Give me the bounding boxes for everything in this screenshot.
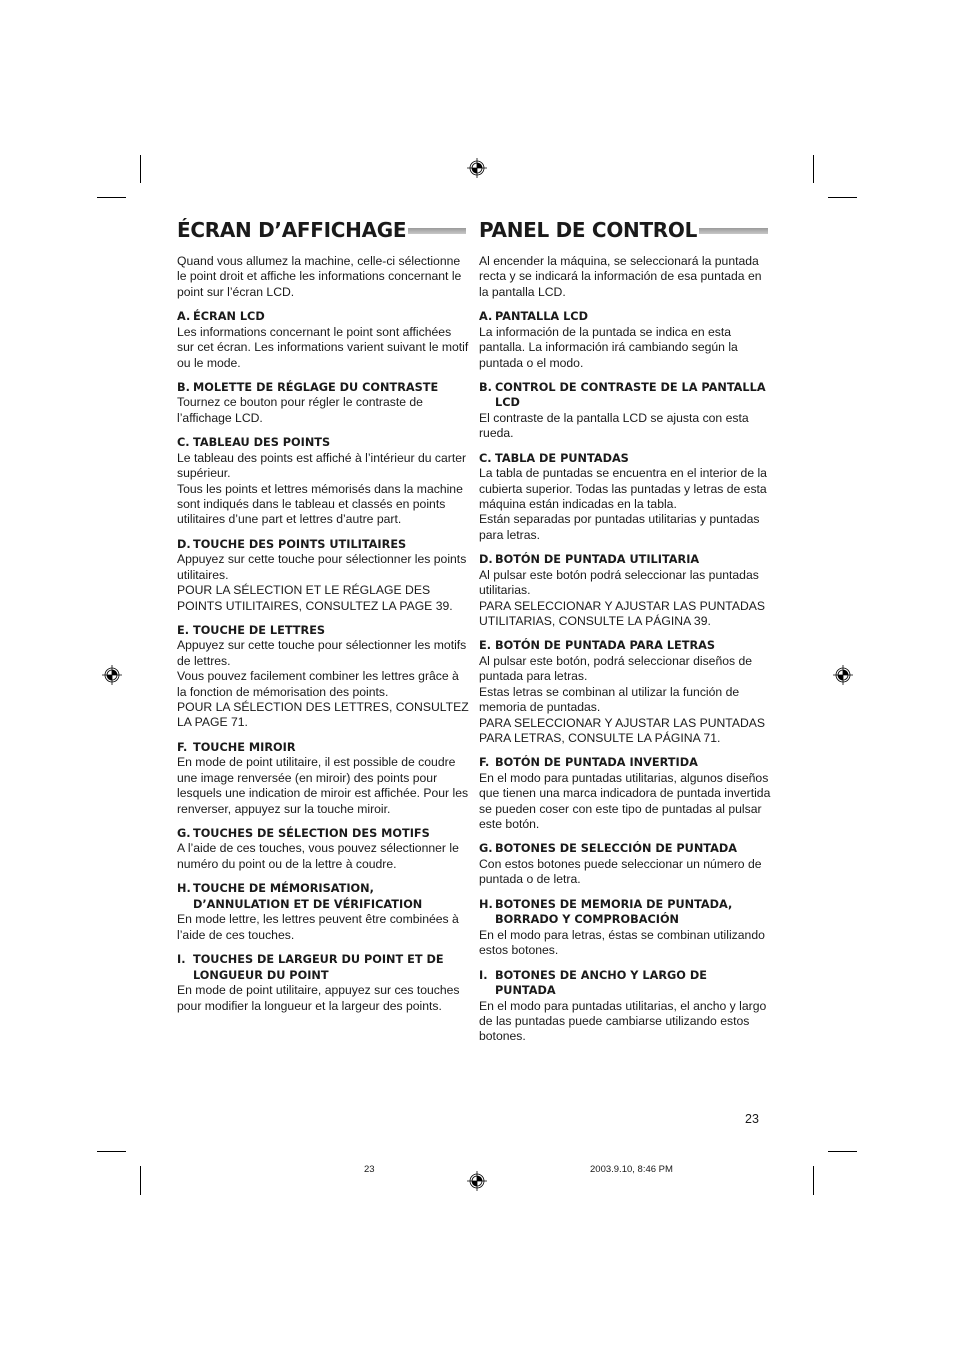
item-heading <box>177 952 469 983</box>
page-number: 23 <box>745 1112 759 1126</box>
item-letter: E. <box>177 623 190 637</box>
item-paragraph: Le tableau des points est affiché à l’intérieur du carter supérieur. <box>177 450 467 481</box>
item-body <box>479 325 771 371</box>
page-title: PANEL DE CONTROL <box>479 214 699 246</box>
list-item <box>177 952 469 1014</box>
item-letter: A. <box>177 310 191 324</box>
item-heading <box>479 451 771 467</box>
item-letter: B. <box>479 380 492 394</box>
crop-mark-top-right-h <box>828 197 857 198</box>
item-title: TOUCHE MIROIR <box>193 740 296 754</box>
item-body <box>177 552 469 614</box>
item-body <box>177 325 469 371</box>
item-title: TABLA DE PUNTADAS <box>495 451 629 465</box>
item-paragraph: PARA SELECCIONAR Y AJUSTAR LAS PUNTADAS UTILITARIAS, CONSULTE LA PÁGINA 39. <box>479 598 766 628</box>
item-title: BOTONES DE ANCHO Y LARGO DE PUNTADA <box>495 968 707 998</box>
crop-mark-bottom-right-v <box>813 1166 814 1195</box>
item-title: MOLETTE DE RÉGLAGE DU CONTRASTE <box>193 380 439 394</box>
item-paragraph: POUR LA SÉLECTION DES LETTRES, CONSULTEZ LA PAGE 71. <box>177 700 469 730</box>
item-title: TOUCHES DE SÉLECTION DES MOTIFS <box>193 826 430 840</box>
item-title: TOUCHE DE LETTRES <box>193 623 326 637</box>
item-body <box>177 912 469 943</box>
item-heading <box>177 309 469 325</box>
item-title: BOTONES DE SELECCIÓN DE PUNTADA <box>495 842 737 856</box>
crop-mark-bottom-left-h <box>97 1151 126 1152</box>
item-heading <box>479 841 771 857</box>
item-letter: F. <box>479 756 490 770</box>
item-title: BOTÓN DE PUNTADA PARA LETRAS <box>495 639 716 653</box>
item-title: BOTONES DE MEMORIA DE PUNTADA, BORRADO Y COMPROBACIÓN <box>495 897 733 927</box>
list-item <box>177 623 469 731</box>
item-paragraph: Al pulsar este botón podrá seleccionar las puntadas utilitarias. <box>479 567 759 598</box>
item-body <box>177 451 469 528</box>
item-body <box>177 983 469 1014</box>
item-heading <box>177 881 469 912</box>
item-letter: F. <box>177 740 188 754</box>
item-title: BOTÓN DE PUNTADA INVERTIDA <box>495 756 698 770</box>
item-letter: I. <box>177 953 186 967</box>
item-letter: B. <box>177 380 190 394</box>
item-body <box>479 857 771 888</box>
item-paragraph: La tabla de puntadas se encuentra en el interior de la cubierta superior. Todas las puntadas y letras de esta máquina están indicadas en la tabla. <box>479 466 767 512</box>
item-body <box>479 654 771 746</box>
item-heading <box>177 537 469 553</box>
item-paragraph: En mode de point utilitaire, appuyez sur ces touches pour modifier la longueur et la largeur des points. <box>177 983 460 1013</box>
registration-mark-right-icon <box>833 665 853 685</box>
item-title: TOUCHE DE MÉMORISATION, D’ANNULATION ET DE VÉRIFICATION <box>193 882 423 911</box>
item-heading <box>479 755 771 771</box>
item-letter: D. <box>177 537 191 551</box>
item-heading <box>479 309 771 325</box>
item-heading <box>177 380 469 396</box>
item-body <box>177 841 469 872</box>
registration-mark-left-icon <box>102 665 122 685</box>
item-body <box>479 411 771 442</box>
item-paragraph: En mode de point utilitaire, il est possible de coudre une image renversée (en miroir) des points pour lesquels une indication de miroir est affichée. Pour les renverser, appuyez sur la touche miroir. <box>177 755 469 816</box>
footer-page-ref: 23 <box>364 1164 375 1175</box>
item-body <box>479 771 771 833</box>
french-item-list <box>177 309 469 1014</box>
list-item <box>479 638 771 746</box>
item-paragraph: El contraste de la pantalla LCD se ajusta con esta rueda. <box>479 410 749 441</box>
item-paragraph: En el modo para puntadas utilitarias, el ancho y largo de las puntadas puede cambiarse utilizando estos botones. <box>479 998 767 1044</box>
item-paragraph: Tournez ce bouton pour régler le contraste de l’affichage LCD. <box>177 395 423 425</box>
registration-mark-top-icon <box>467 158 487 178</box>
item-letter: G. <box>479 842 493 856</box>
item-heading <box>177 740 469 756</box>
item-paragraph: Al pulsar este botón, podrá seleccionar diseños de puntada para letras. <box>479 653 753 684</box>
item-heading <box>177 435 469 451</box>
item-paragraph: POUR LA SÉLECTION ET LE RÉGLAGE DES POINTS UTILITAIRES, CONSULTEZ LA PAGE 39. <box>177 583 453 613</box>
item-letter: C. <box>479 451 492 465</box>
item-title: BOTÓN DE PUNTADA UTILITARIA <box>495 553 700 567</box>
item-paragraph: Con estos botones puede seleccionar un número de puntada o de letra. <box>479 856 762 887</box>
list-item <box>479 552 771 629</box>
page-title: ÉCRAN D’AFFICHAGE <box>177 214 408 246</box>
crop-mark-bottom-right-h <box>828 1151 857 1152</box>
item-letter: A. <box>479 310 493 324</box>
item-body <box>177 755 469 817</box>
item-body <box>177 395 469 426</box>
item-title: CONTROL DE CONTRASTE DE LA PANTALLA LCD <box>495 380 766 410</box>
item-body <box>479 999 771 1045</box>
item-paragraph: En el modo para puntadas utilitarias, algunos diseños que tienen una marca indicadora de puntada invertida se pueden coser con este tipo de puntadas al pulsar este botón. <box>479 770 771 832</box>
french-column <box>177 214 469 1014</box>
item-paragraph: En el modo para letras, éstas se combinan utilizando estos botones. <box>479 927 765 958</box>
item-title: ÉCRAN LCD <box>193 310 265 324</box>
item-paragraph: Appuyez sur cette touche pour sélectionner les points utilitaires. <box>177 552 467 582</box>
list-item <box>479 755 771 832</box>
item-heading <box>479 897 771 928</box>
item-title: TOUCHE DES POINTS UTILITAIRES <box>193 537 407 551</box>
item-heading <box>177 623 469 639</box>
item-body <box>479 928 771 959</box>
item-title: TABLEAU DES POINTS <box>193 436 331 450</box>
item-paragraph: Tous les points et lettres mémorisés dans la machine sont indiqués dans le tableau et classés en points utilitaires d’une part et lettres d’autre part. <box>177 481 463 527</box>
item-letter: G. <box>177 826 191 840</box>
registration-mark-bottom-icon <box>467 1171 487 1191</box>
item-heading <box>479 968 771 999</box>
item-body <box>177 638 469 730</box>
list-item <box>177 309 469 371</box>
item-letter: C. <box>177 436 190 450</box>
list-item <box>479 897 771 959</box>
item-heading <box>479 380 771 411</box>
item-heading <box>479 552 771 568</box>
intro-paragraph: Quand vous allumez la machine, celle-ci sélectionne le point droit et affiche les informations concernant le point sur l’écran LCD. <box>177 254 462 299</box>
item-paragraph: En mode lettre, les lettres peuvent être combinées à l’aide de ces touches. <box>177 912 459 942</box>
spanish-column <box>479 214 771 1045</box>
list-item <box>177 537 469 614</box>
list-item <box>177 826 469 872</box>
footer-timestamp: 2003.9.10, 8:46 PM <box>590 1164 673 1175</box>
spanish-item-list <box>479 309 771 1045</box>
list-item <box>479 968 771 1045</box>
crop-mark-bottom-left-v <box>140 1166 141 1195</box>
item-paragraph: Estas letras se combinan al utilizar la función de memoria de puntadas. <box>479 684 740 715</box>
item-heading <box>479 638 771 654</box>
list-item <box>177 380 469 426</box>
list-item <box>177 740 469 817</box>
item-title: TOUCHES DE LARGEUR DU POINT ET DE LONGUEUR DU POINT <box>193 953 444 982</box>
item-paragraph: Appuyez sur cette touche pour sélectionner les motifs de lettres. <box>177 638 467 668</box>
item-heading <box>177 826 469 842</box>
item-letter: E. <box>479 639 492 653</box>
crop-mark-top-left-h <box>97 197 126 198</box>
list-item <box>177 881 469 943</box>
list-item <box>479 380 771 442</box>
item-paragraph: Les informations concernant le point sont affichées sur cet écran. Les informations varient suivant le motif ou le mode. <box>177 324 469 370</box>
item-body <box>479 466 771 543</box>
item-paragraph: A l’aide de ces touches, vous pouvez sélectionner le numéro du point ou de la lettre à coudre. <box>177 841 459 871</box>
item-paragraph: Están separadas por puntadas utilitarias y puntadas para letras. <box>479 512 760 542</box>
spanish-heading-block <box>479 214 771 246</box>
item-letter: I. <box>479 968 488 982</box>
item-letter: H. <box>177 882 191 896</box>
list-item <box>479 841 771 887</box>
french-heading-block <box>177 214 469 246</box>
list-item <box>177 435 469 528</box>
item-body <box>479 568 771 630</box>
item-letter: D. <box>479 553 493 567</box>
crop-mark-top-right-v <box>813 155 814 183</box>
item-paragraph: PARA SELECCIONAR Y AJUSTAR LAS PUNTADAS PARA LETRAS, CONSULTE LA PÁGINA 71. <box>479 715 766 745</box>
item-letter: H. <box>479 897 493 911</box>
list-item <box>479 309 771 371</box>
intro-paragraph: Al encender la máquina, se seleccionará la puntada recta y se indicará la información de esa puntada en la pantalla LCD. <box>479 254 762 299</box>
item-paragraph: La información de la puntada se indica en esta pantalla. La información irá cambiando según la puntada o el modo. <box>479 324 738 370</box>
list-item <box>479 451 771 544</box>
item-title: PANTALLA LCD <box>495 310 588 324</box>
crop-mark-top-left-v <box>140 155 141 183</box>
item-paragraph: Vous pouvez facilement combiner les lettres grâce à la fonction de mémorisation des points. <box>177 669 459 699</box>
